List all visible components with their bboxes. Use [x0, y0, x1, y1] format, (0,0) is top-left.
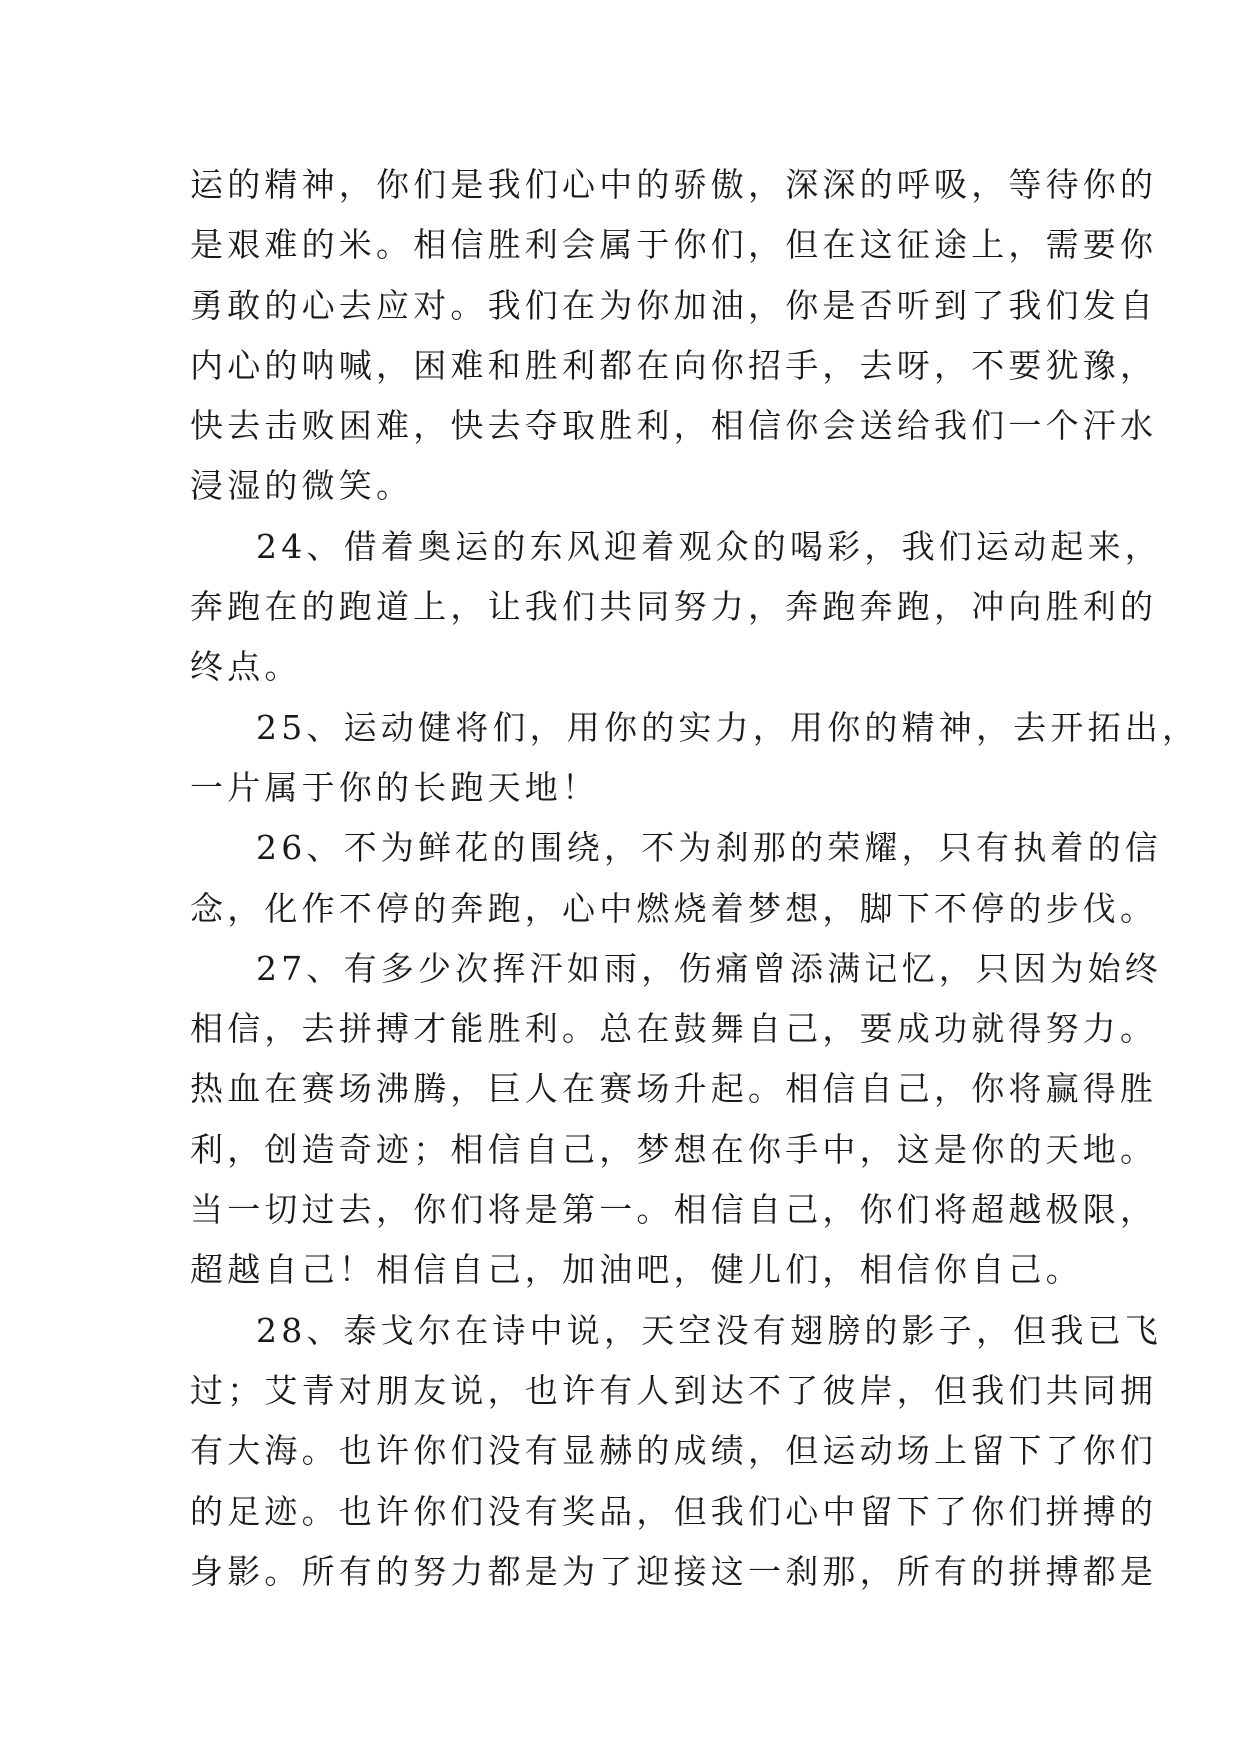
text-line: 超越自己！相信自己，加油吧，健儿们，相信你自己。 — [190, 1250, 1083, 1290]
text-line: 身影。所有的努力都是为了迎接这一刹那，所有的拼搏都是 — [190, 1551, 1158, 1591]
text-line: 念，化作不停的奔跑，心中燃烧着梦想，脚下不停的步伐。 — [190, 888, 1158, 928]
text-line: 有大海。也许你们没有显赫的成绩，但运动场上留下了你们 — [190, 1431, 1158, 1471]
text-line: 快去击败困难，快去夺取胜利，相信你会送给我们一个汗水 — [190, 406, 1158, 446]
text-line: 运的精神，你们是我们心中的骄傲，深深的呼吸，等待你的 — [190, 165, 1158, 204]
paragraph-start-24: 24、借着奥运的东风迎着观众的喝彩，我们运动起来， — [256, 526, 1162, 566]
body-text — [190, 155, 1200, 1602]
text-line: 当一切过去，你们将是第一。相信自己，你们将超越极限， — [190, 1190, 1158, 1230]
text-line: 利，创造奇迹；相信自己，梦想在你手中，这是你的天地。 — [190, 1129, 1158, 1169]
text-line: 相信，去拼搏才能胜利。总在鼓舞自己，要成功就得努力。 — [190, 1009, 1158, 1049]
paragraph-start-25: 25、运动健将们，用你的实力，用你的精神，去开拓出， — [256, 707, 1200, 747]
text-line: 内心的呐喊，困难和胜利都在向你招手，去呀，不要犹豫， — [190, 345, 1158, 385]
text-line: 一片属于你的长跑天地！ — [190, 767, 600, 807]
paragraph-start-26: 26、不为鲜花的围绕，不为刹那的荣耀，只有执着的信 — [256, 828, 1162, 868]
text-line: 勇敢的心去应对。我们在为你加油，你是否听到了我们发自 — [190, 285, 1158, 325]
text-line: 浸湿的微笑。 — [190, 466, 414, 506]
text-line: 奔跑在的跑道上，让我们共同努力，奔跑奔跑，冲向胜利的 — [190, 587, 1158, 627]
paragraph-start-27: 27、有多少次挥汗如雨，伤痛曾添满记忆，只因为始终 — [256, 948, 1162, 988]
paragraph-start-28: 28、泰戈尔在诗中说，天空没有翅膀的影子，但我已飞 — [256, 1310, 1162, 1350]
text-line: 是艰难的米。相信胜利会属于你们，但在这征途上，需要你 — [190, 225, 1158, 265]
text-line: 热血在赛场沸腾，巨人在赛场升起。相信自己，你将赢得胜 — [190, 1069, 1158, 1109]
text-line: 的足迹。也许你们没有奖品，但我们心中留下了你们拼搏的 — [190, 1491, 1158, 1531]
text-line: 过；艾青对朋友说，也许有人到达不了彼岸，但我们共同拥 — [190, 1370, 1158, 1410]
text-line: 终点。 — [190, 647, 302, 687]
